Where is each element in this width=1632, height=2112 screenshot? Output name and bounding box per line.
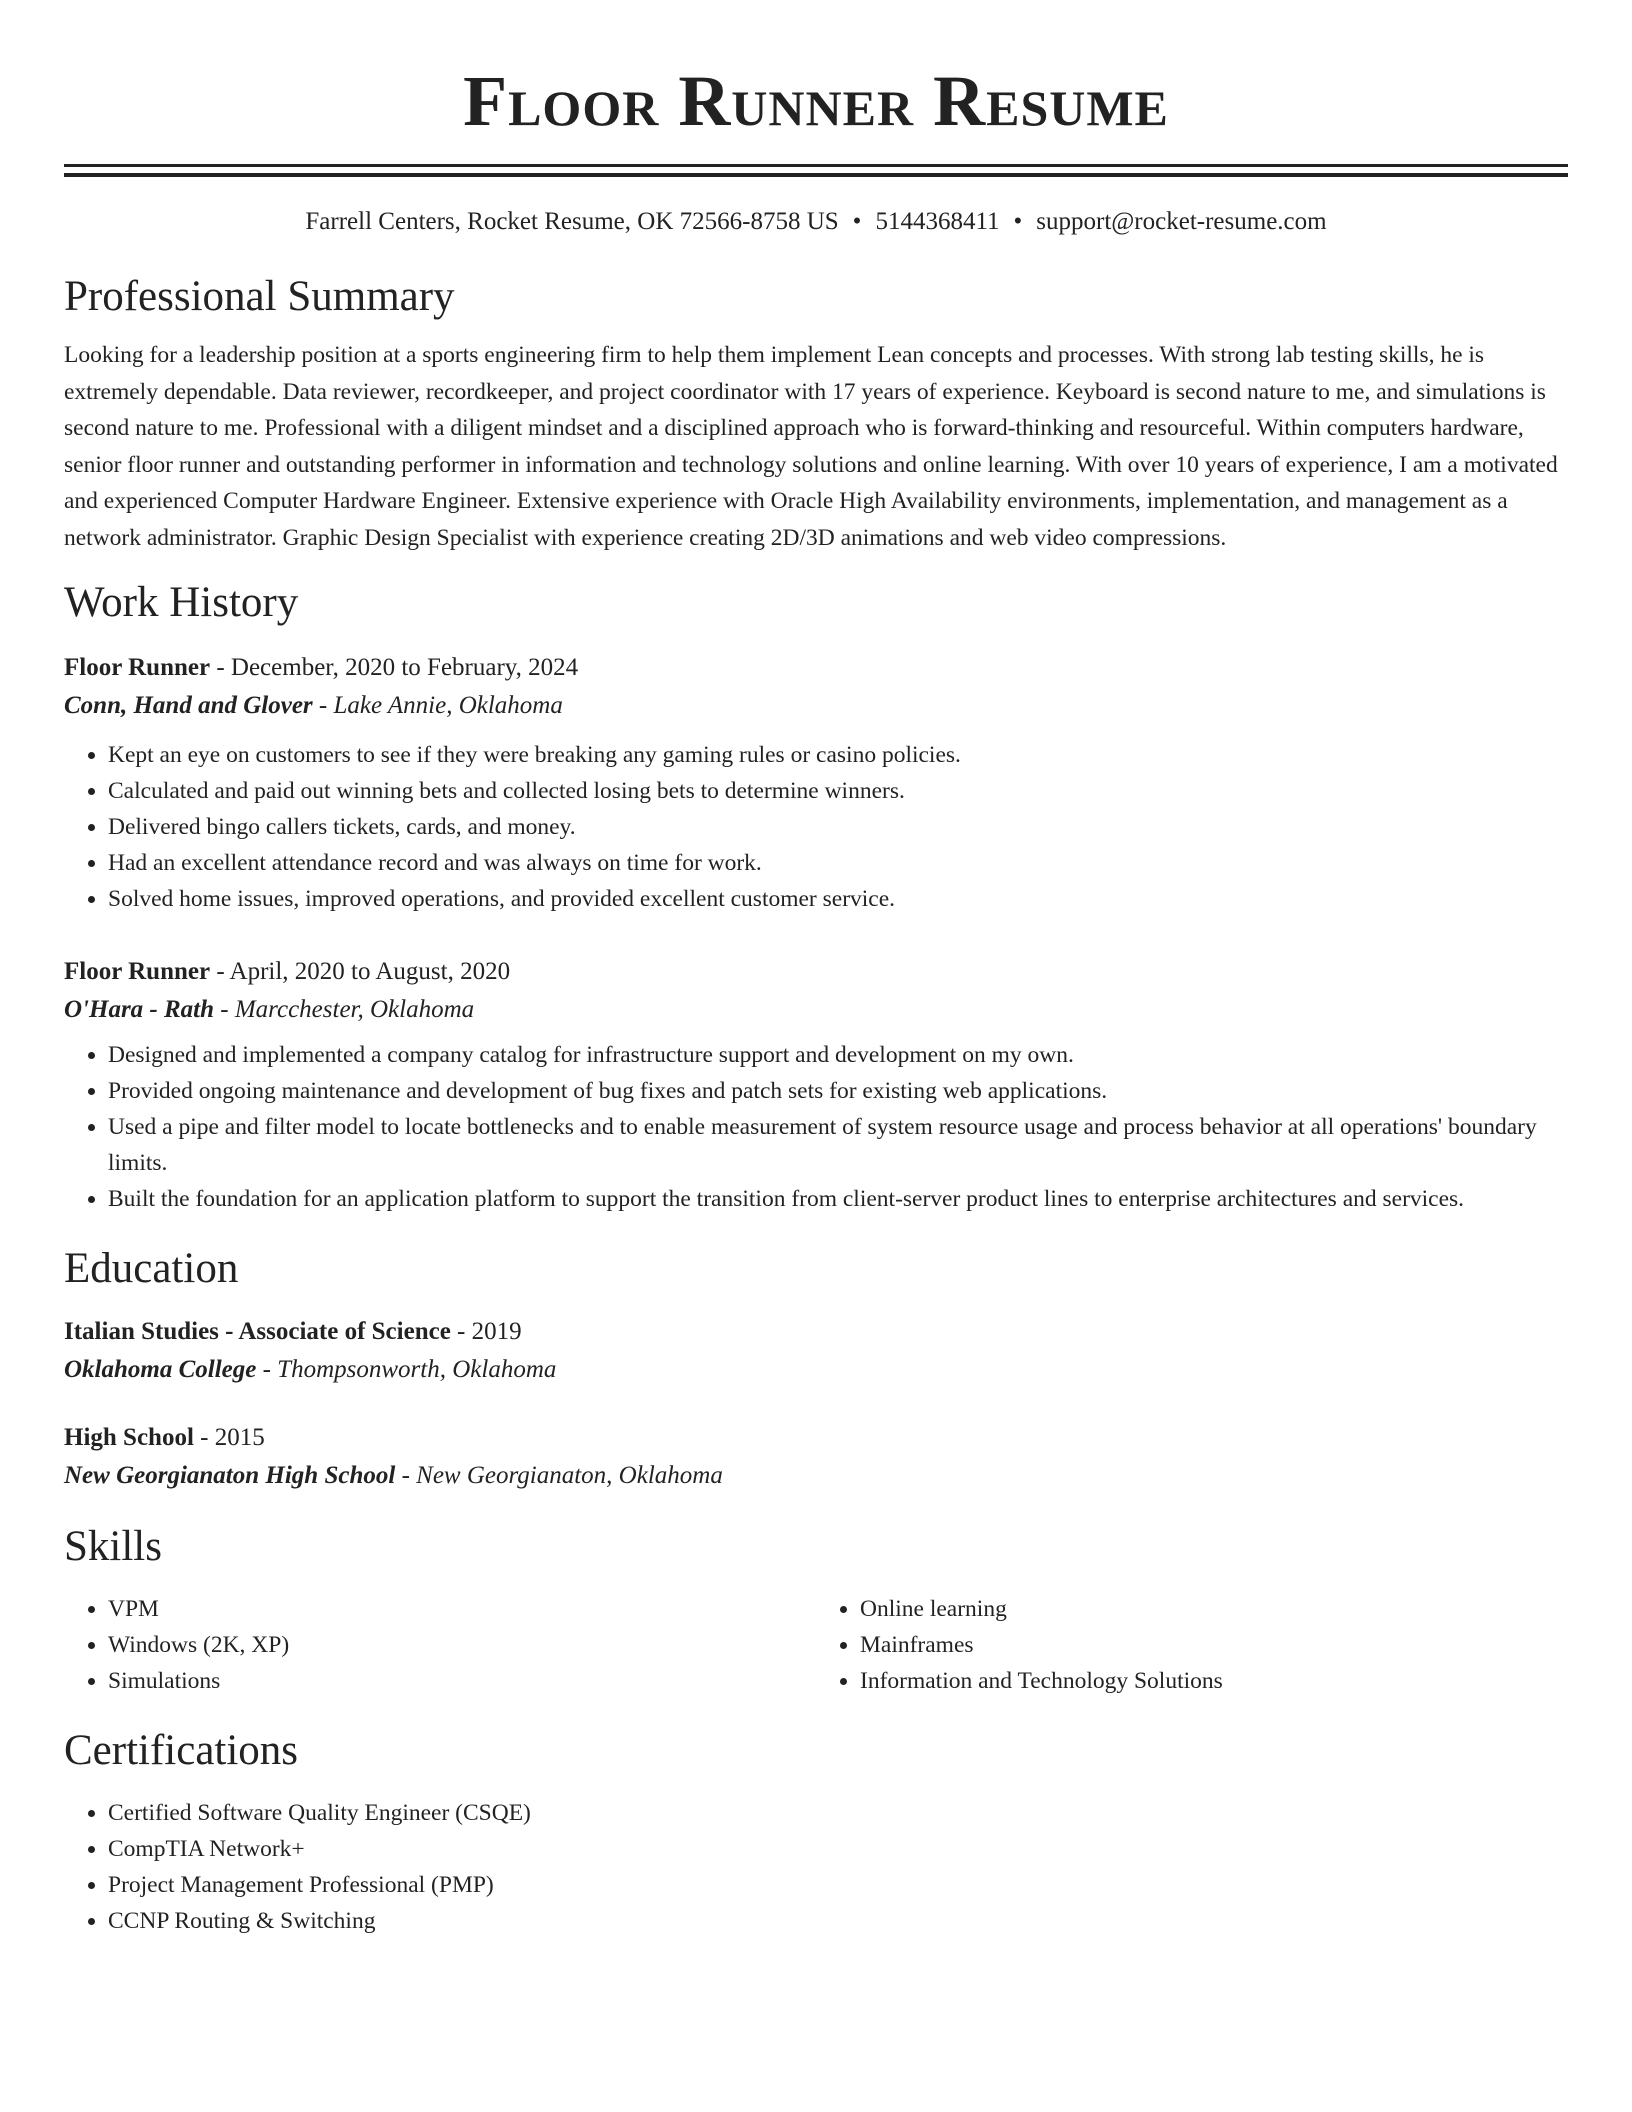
title-divider-bottom: [64, 173, 1568, 177]
education-entry: [64, 1313, 1568, 1389]
job-duty: • Provided ongoing maintenance and development of bug fixes and patch sets for existing web applications.: [108, 1073, 1568, 1109]
job-duty: • Solved home issues, improved operations, and provided excellent customer service.: [108, 881, 1568, 917]
education-entry: [64, 1419, 1568, 1495]
certifications-section: [64, 1795, 1568, 1939]
skills-grid: [64, 1591, 1568, 1699]
skills-list-left: [64, 1591, 816, 1699]
job-dates: - April, 2020 to August, 2020: [210, 957, 511, 985]
contact-email: support@rocket-resume.com: [1036, 208, 1327, 235]
job-duty: • Used a pipe and filter model to locate bottlenecks and to enable measurement of system resource usage and process behavior at all operations' boundary limits.: [108, 1109, 1568, 1181]
education-degree-line: [64, 1419, 1568, 1457]
skills-list-right: [816, 1591, 1568, 1699]
certification-item: • CCNP Routing & Switching: [108, 1903, 1568, 1939]
summary-heading: Professional Summary: [64, 273, 455, 320]
contact-address: Farrell Centers, Rocket Resume, OK 72566-8758 US: [305, 208, 839, 235]
job-dates: - December, 2020 to February, 2024: [210, 653, 579, 681]
skill-item: • Mainframes: [860, 1627, 1568, 1663]
certifications-heading: Certifications: [64, 1726, 299, 1774]
job-duty: • Built the foundation for an application platform to support the transition from client-server product lines to enterprise architectures and services.: [108, 1181, 1568, 1217]
education-year: - 2019: [450, 1317, 522, 1345]
job-title-line: [64, 953, 1568, 991]
job-entry: [64, 953, 1568, 1217]
summary-text: Looking for a leadership position at a sports engineering firm to help them implement Lean concepts and processes. With strong lab testing skills, he is extremely dependable. Data reviewer, recordkeeper, and project coordinator with 17 years of experience. Keyboard is second nature to me, and simulations is second nature to me. Professional with a diligent mindset and a disciplined approach who is forward-thinking and resourceful. Within computers hardware, senior floor runner and outstanding performer in information and technology solutions and online learning. With over 10 years of experience, I am a motivated and experienced Computer Hardware Engineer. Extensive experience with Oracle High Availability environments, implementation, and management as a network administrator. Graphic Design Specialist with experience creating 2D/3D animations and web video compressions.: [64, 342, 1558, 551]
job-entry: [64, 649, 1568, 917]
work-history-heading: Work History: [64, 578, 299, 626]
job-duty: • Had an excellent attendance record and was always on time for work.: [108, 845, 1568, 881]
job-duty: • Designed and implemented a company catalog for infrastructure support and development on my own.: [108, 1037, 1568, 1073]
job-location: - Marcchester, Oklahoma: [214, 995, 475, 1023]
job-role: Floor Runner: [64, 957, 211, 985]
contact-separator: •: [1013, 208, 1023, 235]
certifications-list: [64, 1795, 1568, 1939]
education-location: - New Georgianaton, Oklahoma: [395, 1461, 723, 1489]
education-degree: High School: [64, 1423, 194, 1451]
job-location: - Lake Annie, Oklahoma: [312, 691, 563, 719]
contact-phone: 5144368411: [875, 208, 1000, 235]
job-company: Conn, Hand and Glover: [64, 691, 313, 719]
resume-title: Floor Runner Resume: [463, 61, 1169, 141]
education-school: New Georgianaton High School: [64, 1461, 396, 1489]
skills-heading: Skills: [64, 1522, 162, 1570]
education-year: - 2015: [193, 1423, 265, 1451]
skill-item: • Windows (2K, XP): [108, 1627, 816, 1663]
job-company-line: [64, 991, 1568, 1029]
job-duties-list: [64, 737, 1568, 917]
education-heading: Education: [64, 1244, 239, 1292]
education-degree-line: [64, 1313, 1568, 1351]
education-degree: Italian Studies - Associate of Science: [64, 1317, 451, 1345]
contact-separator: •: [852, 208, 862, 235]
skill-item: • VPM: [108, 1591, 816, 1627]
job-role: Floor Runner: [64, 653, 211, 681]
certification-item: • Certified Software Quality Engineer (CSQE): [108, 1795, 1568, 1831]
certification-item: • CompTIA Network+: [108, 1831, 1568, 1867]
job-duty: • Delivered bingo callers tickets, cards, and money.: [108, 809, 1568, 845]
skill-item: • Information and Technology Solutions: [860, 1663, 1568, 1699]
education-school-line: [64, 1457, 1568, 1495]
title-divider-top: [64, 164, 1568, 167]
job-company: O'Hara - Rath: [64, 995, 215, 1023]
education-school: Oklahoma College: [64, 1355, 257, 1383]
certification-item: • Project Management Professional (PMP): [108, 1867, 1568, 1903]
education-school-line: [64, 1351, 1568, 1389]
job-duties-list: [64, 1037, 1568, 1217]
job-title-line: [64, 649, 1568, 687]
skill-item: • Online learning: [860, 1591, 1568, 1627]
skill-item: • Simulations: [108, 1663, 816, 1699]
contact-line: [64, 205, 1568, 245]
job-duty: • Calculated and paid out winning bets and collected losing bets to determine winners.: [108, 773, 1568, 809]
education-location: - Thompsonworth, Oklahoma: [256, 1355, 557, 1383]
job-company-line: [64, 687, 1568, 725]
job-duty: • Kept an eye on customers to see if they were breaking any gaming rules or casino policies.: [108, 737, 1568, 773]
